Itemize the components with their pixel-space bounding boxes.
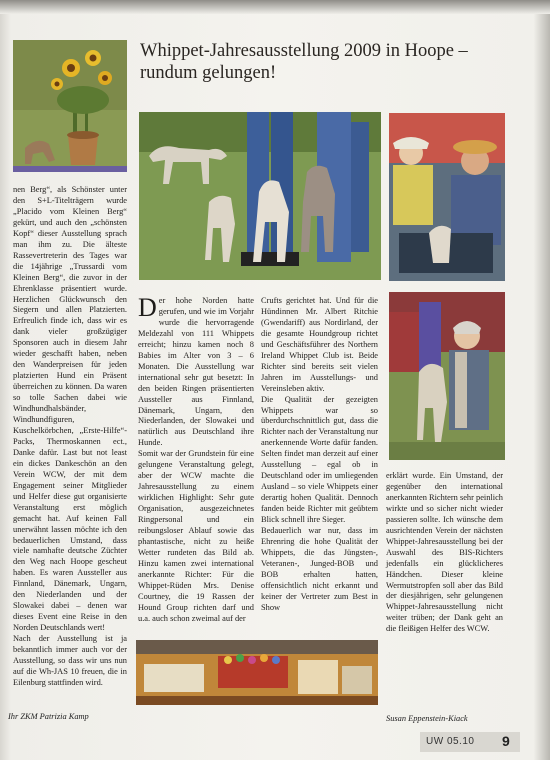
column-4-paragraph-1: erklärt wurde. Ein Umstand, der gegenüber den international anerkannten Richtern sehr peinlich wirkte und so sicher nicht wieder passieren sollte. Ich wünsche dem ausrichtenden Verein der nächsten Whippet-Jahresausstellung bei der Auswahl des BIS-Richters jedenfalls ein glücklicheres Händchen. Dieser kleine Wermutstropfen soll aber das Bild der diesjährigen, sehr gelungenen Whippet-Jahresausstellung nicht weiter trüben; der Dank geht an die fleißigen Helfer des WCW. [386,471,503,634]
judge-with-whippet-photo [389,292,505,460]
column-1-paragraph-2: Nach der Ausstellung ist ja bekanntlich immer auch vor der Ausstellung, so dass wir uns nun auf die Wh-JAS 10 freuen, die in Eilenburg stattfinden wird. [13,634,127,687]
column-2-paragraph-2: Somit war der Grundstein für eine gelungene Veranstaltung gelegt, aber der WCW machte die Jahresausstellung zu einem wirklichen Highlight: Sehr gute Organisation, ausgezeichnetes Ringpersonal und ein reibungsloser Ablauf sowie das phantastische, nicht zu heiße Wetter rundeten das Bild ab. Hinzu kamen zwei international anerkannte Richter: Für die Whippet-Rüden Mrs. Denise Courtney, die 19 Rassen der Hound Group richten darf und u.a. auch schon zweimal auf der [138,449,254,623]
column-3-paragraph-3: Bedauerlich war nur, dass im Ehrenring die hohe Qualität der Whippets, die das Jüngsten-, Veteranen-, Junged-BOB und BOB erhalten hatten, offensichtlich nicht erkannt und keiner der Vertreter zum Best in Show [261,526,378,612]
credit-patrizia-kamp: Ihr ZKM Patrizia Kamp [8,712,89,721]
article-column-3 [261,296,378,614]
article-column-2 [138,293,254,625]
column-2-paragraph-1 [138,293,254,449]
issue-label: UW 05.10 [426,736,475,747]
page-footer [420,732,520,752]
column-3-paragraph-1: Crufts gerichtet hat. Und für die Hündinnen Mr. Albert Ritchie (Gwendariff) aus Nordirland, der die gesamte Houndgroup richtet und Geschäftsführer des Northern Ireland Whippet Club ist. Beide Richter sind bereits seit vielen Jahren im Ausstellungs- und Vereinsleben aktiv. [261,296,378,393]
column-3-paragraph-2: Die Qualität der gezeigten Whippets war so überdurchschnittlich gut, dass die Richter nach der Veranstaltung nur anerkennende Worte dafür fanden. Selten findet man derzeit auf einer Ausstellung – egal ob in Deutschland oder im umliegenden Ausland – so viele Whippets einer derartig hohen Qualität. Dennoch fanden beide Richter mit geübtem Blick schnell ihre Sieger. [261,394,378,525]
scan-shadow [0,0,550,14]
prize-table-photo [136,640,378,705]
spectators-photo [389,113,505,281]
sunflowers-and-whippet-photo [13,40,127,172]
article-column-1 [13,185,127,689]
column-2-paragraph-1-text: er hohe Norden hatte gerufen, und wie im Vorjahr wurde die hervorragende Meldezahl von 111 Whippets erreicht; hinzu kamen noch 8 Babies im Alter von 3 – 6 Monaten. Die Ausstellung war international sehr gut besetzt: In den beiden Ringen präsentierten Aussteller aus Finnland, Dänemark, Ungarn, den Niederlanden, der Slowakei und natürlich aus Deutschland ihre Hunde. [138,296,254,448]
article-column-4 [386,471,503,635]
drop-cap: D [138,293,157,322]
ring-whippets-photo [139,112,381,280]
credit-susan-eppenstein-kiack: Susan Eppenstein-Kiack [386,714,468,723]
article-title-line-1: Whippet-Jahresausstellung 2009 in Hoope – [140,41,468,61]
page-number: 9 [502,733,510,749]
column-1-paragraph-1: nen Berg“, als Schönster unter den S+L-Titelträgern wurde „Placido vom Kleinen Berg“ gekürt, und auch den „schönsten Kopf“ dieser Ausstellung sprach man ihm zu. Die älteste Rassevertreterin des Tages war die 14jährige „Trussardi vom Kleinen Berg“, die zuvor in der Ehrenklasse präsentiert wurde. Herzlichen Glückwunsch den Siegern und allen Platzierten. Erfreulich finde ich, dass wir es dank vieler großzügiger Sponsoren auch in diesem Jahr wieder geschafft haben, neben den Wanderpreisen für jeden platzierten Hund ein Präsent überreichen zu können. Da waren so tolle Sachen dabei wie Windhundhalsbänder, Windhundfiguren, Kuschelkörbchen, „Erste-Hilfe“-Packs, Thermoskannen ect., Danke dafür. Last but not least ein dickes Dankeschön an den Verein WCW, der mit dem Engagement seiner Mitglieder und Helfer diese gut organisierte Veranstaltung erst möglich gemacht hat. Auf keinen Fall unerwähnt lassen möchte ich den bedauerlichen Umstand, dass viele namhafte deutsche Züchter den Weg nach Hoope gescheut haben. Es waren Aussteller aus Finnland, Dänemark, Ungarn, den Niederlanden und der Slowakei dabei – denen war dieses Event eine Reise in den Norden Deutschlands wert! [13,185,127,633]
article-title [140,40,520,84]
article-title-line-2: rundum gelungen! [140,63,277,83]
